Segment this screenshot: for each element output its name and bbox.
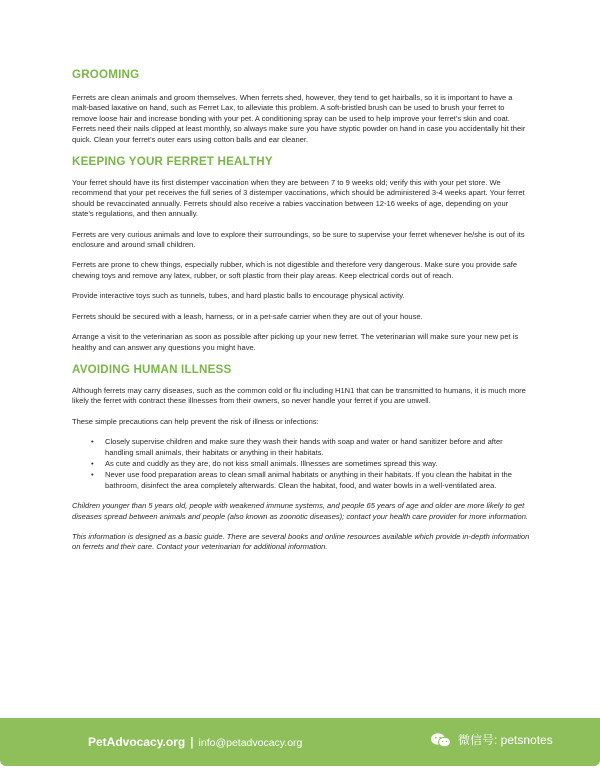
bullet-icon: • (91, 470, 94, 480)
paragraph: Provide interactive toys such as tunnels, tubes, and hard plastic balls to encourage physical activity. (72, 291, 405, 301)
section-heading: KEEPING YOUR FERRET HEALTHY (72, 155, 273, 169)
footer-email-link[interactable]: info@petadvocacy.org (198, 737, 303, 749)
list-item-text: Closely supervise children and make sure they wash their hands with soap and water or hand sanitizer before and after handling small animals, their habitats or anything in their habitats. (105, 437, 503, 457)
bullet-icon: • (91, 458, 94, 468)
section-keeping-healthy (72, 155, 530, 353)
note-paragraph: This information is designed as a basic guide. There are several books and online resources available which provide in-depth information on ferrets and their care. Contact your veterinarian for additional information. (72, 531, 530, 552)
paragraph: Ferrets are clean animals and groom themselves. When ferrets shed, however, they tend to get hairballs, so it is important to have a malt-based laxative on hand, such as Ferret Lax, to alleviate this problem. A soft-bristled brush can be used to brush your ferret to remove loose hair and increase bonding with your pet. A conditioning spray can be used to help improve your ferret’s skin and coat. Ferrets need their nails clipped at least monthly, so always make sure you have styptic powder on hand in case you accidentally hit their quick. Clean your ferret’s outer ears using cotton balls and ear cleaner. (72, 93, 526, 144)
bullet-icon: • (91, 437, 94, 447)
section-avoiding-illness (72, 363, 530, 553)
watermark (430, 731, 553, 748)
precautions-list (72, 437, 530, 491)
paragraph: Although ferrets may carry diseases, such as the common cold or flu including H1N1 that can be transmitted to humans, it is much more likely the ferret with contract these illnesses from their owners, so never handle your ferret if you are unwell. (72, 385, 526, 406)
document-body (72, 68, 530, 563)
footer-contact (88, 733, 302, 751)
section-heading: GROOMING (72, 68, 140, 81)
footer-site-link[interactable]: PetAdvocacy.org (88, 735, 186, 749)
section-grooming (72, 68, 530, 145)
paragraph: Ferrets are very curious animals and love to explore their surroundings, so be sure to supervise your ferret whenever he/she is out of its enclosure and around small children. (72, 229, 525, 250)
list-item-text: As cute and cuddly as they are, do not kiss small animals. Illnesses are sometimes spread this way. (105, 458, 438, 468)
list-item (91, 437, 530, 458)
list-item-text: Never use food preparation areas to clean small animal habitats or anything in their habitats. If you clean the habitat in the bathroom, disinfect the area completely afterwards. Clean the habitat, food, and water bowls in a well-ventilated area. (105, 470, 512, 490)
paragraph: Ferrets are prone to chew things, especially rubber, which is not digestible and therefore very dangerous. Make sure you provide safe chewing toys and remove any latex, rubber, or soft plastic from their play areas. Keep electrical cords out of reach. (72, 260, 518, 280)
paragraph: Ferrets should be secured with a leash, harness, or in a pet-safe carrier when they are out of your house. (72, 311, 423, 321)
note-paragraph: Children younger than 5 years old, people with weakened immune systems, and people 65 years of age and older are more likely to get diseases spread between animals and people (also known as zoonotic diseases); contact your health care provider for more information. (72, 501, 528, 521)
wechat-icon (430, 732, 452, 748)
paragraph: Arrange a visit to the veterinarian as soon as possible after picking up your new ferret. The veterinarian will make sure your new pet is healthy and can answer any questions you might have. (72, 332, 519, 352)
section-heading: AVOIDING HUMAN ILLNESS (72, 362, 232, 376)
list-item (91, 470, 530, 491)
list-item (91, 458, 530, 469)
watermark-text: 微信号: petsnotes (458, 733, 553, 747)
paragraph: Your ferret should have its first distemper vaccination when they are between 7 to 9 weeks old; verify this with your pet store. We recommend that your pet receives the full series of 3 distemper vaccinations, which should be administered 3-4 weeks apart. Your ferret should be revaccinated annually. Ferrets should also receive a rabies vaccination between 12-16 weeks of age, depending on your state’s regulations, and then annually. (72, 178, 525, 219)
paragraph: These simple precautions can help prevent the risk of illness or infections: (72, 416, 319, 426)
footer-separator: | (190, 735, 194, 749)
